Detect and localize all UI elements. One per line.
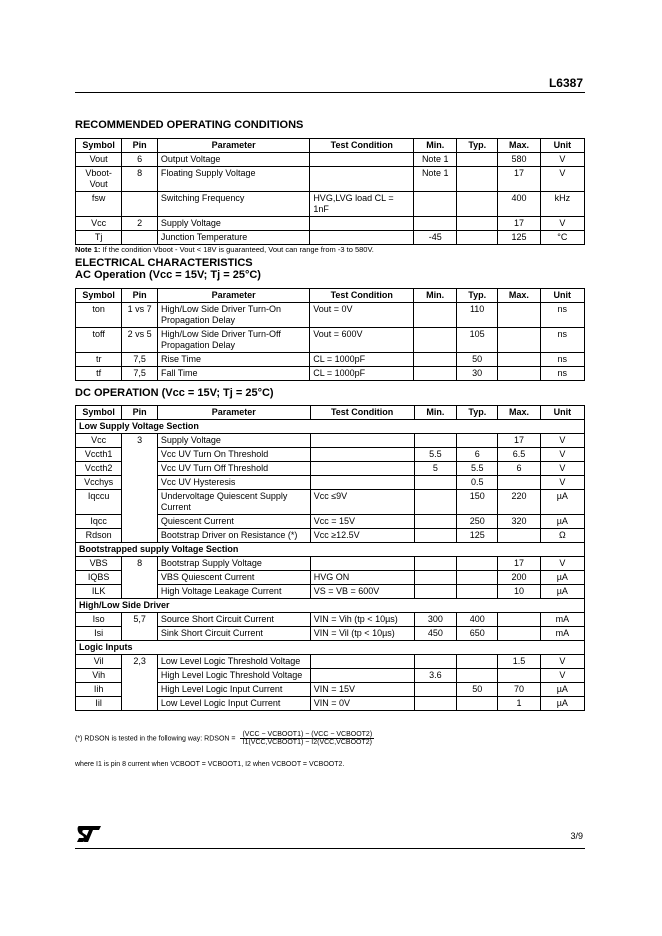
- parameter-cell: Rise Time: [157, 353, 309, 367]
- max-cell: [498, 529, 540, 543]
- parameter-cell: Switching Frequency: [157, 192, 309, 217]
- unit-cell: V: [540, 448, 584, 462]
- table-row: [76, 192, 585, 217]
- group-title: High/Low Side Driver: [76, 599, 585, 613]
- symbol-cell: Iqccu: [76, 490, 122, 515]
- group-header-row: [76, 543, 585, 557]
- group-title: Bootstrapped supply Voltage Section: [76, 543, 585, 557]
- formula-numerator: (VCC − VCBOOT1) − (VCC − VCBOOT2): [242, 731, 373, 738]
- min-cell: [414, 585, 457, 599]
- condition-cell: [310, 153, 414, 167]
- symbol-cell: Iil: [76, 697, 122, 711]
- col-header: Unit: [540, 139, 584, 153]
- unit-cell: µA: [540, 585, 584, 599]
- col-header: Typ.: [457, 289, 498, 303]
- formula-prefix: (*) RDSON is tested in the following way: RDSON =: [75, 735, 236, 743]
- max-cell: [498, 476, 540, 490]
- group-title: Low Supply Voltage Section: [76, 420, 585, 434]
- col-header: Pin: [122, 289, 158, 303]
- max-cell: 125: [498, 231, 540, 245]
- typ-cell: [457, 557, 498, 571]
- typ-cell: 250: [457, 515, 498, 529]
- col-header: Typ.: [457, 406, 498, 420]
- max-cell: 200: [498, 571, 540, 585]
- unit-cell: Ω: [540, 529, 584, 543]
- col-header: Unit: [540, 406, 584, 420]
- max-cell: 6: [498, 462, 540, 476]
- parameter-cell: Quiescent Current: [157, 515, 310, 529]
- condition-cell: [310, 167, 414, 192]
- symbol-cell: Vil: [76, 655, 122, 669]
- max-cell: [498, 613, 540, 627]
- max-cell: [498, 303, 540, 328]
- col-header: Symbol: [76, 406, 122, 420]
- table-row: [76, 231, 585, 245]
- parameter-cell: Junction Temperature: [157, 231, 309, 245]
- formula-denominator: I1(VCC,VCBOOT1) − I2(VCC,VCBOOT2): [242, 739, 372, 746]
- min-cell: [414, 217, 457, 231]
- condition-cell: Vcc ≥12.5V: [310, 529, 414, 543]
- group-header-row: [76, 420, 585, 434]
- pin-cell: 6: [122, 153, 158, 167]
- recommended-table: [75, 138, 585, 245]
- min-cell: Note 1: [414, 153, 457, 167]
- typ-cell: [457, 655, 498, 669]
- table-row: [76, 303, 585, 328]
- recommended-title: RECOMMENDED OPERATING CONDITIONS: [75, 119, 304, 131]
- typ-cell: [457, 434, 498, 448]
- note-text: If the condition Vboot - Vout < 18V is guaranteed, Vout can range from -3 to 580V.: [100, 245, 374, 254]
- min-cell: [414, 571, 457, 585]
- max-cell: 1.5: [498, 655, 540, 669]
- min-cell: 300: [414, 613, 457, 627]
- symbol-cell: Vcc: [76, 217, 122, 231]
- table-row: [76, 153, 585, 167]
- condition-cell: Vout = 600V: [310, 328, 414, 353]
- pin-cell: 8: [122, 167, 158, 192]
- table-row: [76, 613, 585, 627]
- condition-cell: HVG,LVG load CL = 1nF: [310, 192, 414, 217]
- max-cell: 400: [498, 192, 540, 217]
- parameter-cell: Vcc UV Hysteresis: [157, 476, 310, 490]
- condition-cell: CL = 1000pF: [310, 353, 414, 367]
- st-logo: [76, 824, 102, 849]
- parameter-cell: High/Low Side Driver Turn-On Propagation Delay: [157, 303, 309, 328]
- col-header: Test Condition: [310, 406, 414, 420]
- typ-cell: 30: [457, 367, 498, 381]
- parameter-cell: Supply Voltage: [157, 217, 309, 231]
- parameter-cell: Output Voltage: [157, 153, 309, 167]
- rdson-formula: [75, 731, 374, 746]
- table-row: [76, 328, 585, 353]
- symbol-cell: Rdson: [76, 529, 122, 543]
- pin-cell: 2,3: [122, 655, 158, 711]
- min-cell: [414, 367, 457, 381]
- note-label: Note 1:: [75, 245, 101, 254]
- condition-cell: Vcc ≤9V: [310, 490, 414, 515]
- symbol-cell: Iso: [76, 613, 122, 627]
- min-cell: [414, 303, 457, 328]
- symbol-cell: ILK: [76, 585, 122, 599]
- unit-cell: ns: [540, 303, 584, 328]
- header-rule: [75, 92, 585, 93]
- max-cell: 17: [498, 557, 540, 571]
- formula-where: where I1 is pin 8 current when VCBOOT = VCBOOT1, I2 when VCBOOT = VCBOOT2.: [75, 761, 345, 768]
- min-cell: 5.5: [414, 448, 457, 462]
- min-cell: [414, 192, 457, 217]
- unit-cell: V: [540, 655, 584, 669]
- condition-cell: VIN = Vil (tp < 10µs): [310, 627, 414, 641]
- symbol-cell: Vboot-Vout: [76, 167, 122, 192]
- ac-table: [75, 288, 585, 381]
- max-cell: 320: [498, 515, 540, 529]
- min-cell: Note 1: [414, 167, 457, 192]
- unit-cell: µA: [540, 515, 584, 529]
- symbol-cell: fsw: [76, 192, 122, 217]
- condition-cell: [310, 434, 414, 448]
- min-cell: [414, 683, 457, 697]
- unit-cell: ns: [540, 353, 584, 367]
- symbol-cell: Vccth1: [76, 448, 122, 462]
- symbol-cell: Iqcc: [76, 515, 122, 529]
- parameter-cell: Vcc UV Turn On Threshold: [157, 448, 310, 462]
- unit-cell: V: [540, 217, 584, 231]
- condition-cell: [310, 655, 414, 669]
- min-cell: [414, 353, 457, 367]
- max-cell: [498, 367, 540, 381]
- symbol-cell: tf: [76, 367, 122, 381]
- unit-cell: µA: [540, 490, 584, 515]
- typ-cell: 6: [457, 448, 498, 462]
- pin-cell: 8: [122, 557, 158, 599]
- unit-cell: ns: [540, 328, 584, 353]
- symbol-cell: Vcchys: [76, 476, 122, 490]
- symbol-cell: Isi: [76, 627, 122, 641]
- typ-cell: 0.5: [457, 476, 498, 490]
- min-cell: 450: [414, 627, 457, 641]
- pin-cell: 7,5: [122, 367, 158, 381]
- unit-cell: V: [540, 557, 584, 571]
- min-cell: [414, 557, 457, 571]
- parameter-cell: Bootstrap Driver on Resistance (*): [157, 529, 310, 543]
- unit-cell: ns: [540, 367, 584, 381]
- max-cell: [498, 328, 540, 353]
- typ-cell: [457, 167, 498, 192]
- min-cell: [414, 529, 457, 543]
- typ-cell: [457, 669, 498, 683]
- pin-cell: 3: [122, 434, 158, 543]
- parameter-cell: Low Level Logic Input Current: [157, 697, 310, 711]
- dc-title: DC OPERATION (Vcc = 15V; Tj = 25°C): [75, 387, 274, 399]
- col-header: Typ.: [457, 139, 498, 153]
- col-header: Min.: [414, 139, 457, 153]
- col-header: Max.: [498, 406, 540, 420]
- group-header-row: [76, 641, 585, 655]
- unit-cell: µA: [540, 571, 584, 585]
- max-cell: 1: [498, 697, 540, 711]
- parameter-cell: High Voltage Leakage Current: [157, 585, 310, 599]
- parameter-cell: Sink Short Circuit Current: [157, 627, 310, 641]
- unit-cell: µA: [540, 697, 584, 711]
- col-header: Max.: [498, 289, 540, 303]
- symbol-cell: toff: [76, 328, 122, 353]
- pin-cell: 1 vs 7: [122, 303, 158, 328]
- condition-cell: [310, 231, 414, 245]
- symbol-cell: Vccth2: [76, 462, 122, 476]
- page-number: 3/9: [570, 831, 583, 841]
- note-1: [75, 245, 374, 254]
- max-cell: [498, 627, 540, 641]
- typ-cell: [457, 585, 498, 599]
- unit-cell: mA: [540, 627, 584, 641]
- parameter-cell: VBS Quiescent Current: [157, 571, 310, 585]
- symbol-cell: Vout: [76, 153, 122, 167]
- col-header: Min.: [414, 406, 457, 420]
- parameter-cell: Supply Voltage: [157, 434, 310, 448]
- unit-cell: µA: [540, 683, 584, 697]
- col-header: Parameter: [157, 139, 309, 153]
- condition-cell: CL = 1000pF: [310, 367, 414, 381]
- min-cell: [414, 476, 457, 490]
- col-header: Min.: [414, 289, 457, 303]
- typ-cell: [457, 231, 498, 245]
- ac-title: AC Operation (Vcc = 15V; Tj = 25°C): [75, 269, 261, 281]
- pin-cell: [122, 231, 158, 245]
- min-cell: [414, 434, 457, 448]
- col-header: Symbol: [76, 289, 122, 303]
- pin-cell: 2 vs 5: [122, 328, 158, 353]
- typ-cell: 5.5: [457, 462, 498, 476]
- typ-cell: 125: [457, 529, 498, 543]
- max-cell: 70: [498, 683, 540, 697]
- unit-cell: kHz: [540, 192, 584, 217]
- symbol-cell: Iih: [76, 683, 122, 697]
- col-header: Test Condition: [310, 139, 414, 153]
- typ-cell: 150: [457, 490, 498, 515]
- max-cell: 17: [498, 167, 540, 192]
- parameter-cell: High Level Logic Threshold Voltage: [157, 669, 310, 683]
- table-row: [76, 167, 585, 192]
- symbol-cell: Vcc: [76, 434, 122, 448]
- group-header-row: [76, 599, 585, 613]
- condition-cell: VIN = 15V: [310, 683, 414, 697]
- min-cell: -45: [414, 231, 457, 245]
- condition-cell: [310, 669, 414, 683]
- condition-cell: VIN = 0V: [310, 697, 414, 711]
- unit-cell: mA: [540, 613, 584, 627]
- min-cell: [414, 697, 457, 711]
- typ-cell: 105: [457, 328, 498, 353]
- typ-cell: 400: [457, 613, 498, 627]
- parameter-cell: Floating Supply Voltage: [157, 167, 309, 192]
- condition-cell: [310, 476, 414, 490]
- pin-cell: 2: [122, 217, 158, 231]
- unit-cell: V: [540, 462, 584, 476]
- symbol-cell: ton: [76, 303, 122, 328]
- electrical-title: ELECTRICAL CHARACTERISTICS: [75, 257, 253, 269]
- table-row: [76, 353, 585, 367]
- symbol-cell: Tj: [76, 231, 122, 245]
- unit-cell: V: [540, 167, 584, 192]
- min-cell: [414, 655, 457, 669]
- part-number: L6387: [548, 76, 583, 90]
- typ-cell: [457, 192, 498, 217]
- min-cell: [414, 328, 457, 353]
- parameter-cell: Undervoltage Quiescent Supply Current: [157, 490, 310, 515]
- typ-cell: 50: [457, 683, 498, 697]
- max-cell: [498, 353, 540, 367]
- max-cell: [498, 669, 540, 683]
- condition-cell: [310, 448, 414, 462]
- typ-cell: [457, 153, 498, 167]
- col-header: Max.: [498, 139, 540, 153]
- max-cell: 10: [498, 585, 540, 599]
- col-header: Parameter: [157, 406, 310, 420]
- typ-cell: [457, 697, 498, 711]
- parameter-cell: Bootstrap Supply Voltage: [157, 557, 310, 571]
- col-header: Unit: [540, 289, 584, 303]
- unit-cell: V: [540, 476, 584, 490]
- table-row: [76, 655, 585, 669]
- typ-cell: 50: [457, 353, 498, 367]
- table-row: [76, 217, 585, 231]
- footer-rule: [75, 848, 585, 849]
- condition-cell: VS = VB = 600V: [310, 585, 414, 599]
- unit-cell: V: [540, 669, 584, 683]
- col-header: Pin: [122, 406, 158, 420]
- pin-cell: 7,5: [122, 353, 158, 367]
- parameter-cell: High Level Logic Input Current: [157, 683, 310, 697]
- table-row: [76, 367, 585, 381]
- condition-cell: [310, 557, 414, 571]
- dc-table: [75, 405, 585, 711]
- typ-cell: [457, 571, 498, 585]
- max-cell: 6.5: [498, 448, 540, 462]
- condition-cell: Vout = 0V: [310, 303, 414, 328]
- min-cell: 3.6: [414, 669, 457, 683]
- min-cell: 5: [414, 462, 457, 476]
- col-header: Parameter: [157, 289, 309, 303]
- typ-cell: 110: [457, 303, 498, 328]
- max-cell: 580: [498, 153, 540, 167]
- symbol-cell: tr: [76, 353, 122, 367]
- pin-cell: [122, 192, 158, 217]
- symbol-cell: VBS: [76, 557, 122, 571]
- group-title: Logic Inputs: [76, 641, 585, 655]
- min-cell: [414, 515, 457, 529]
- parameter-cell: Vcc UV Turn Off Threshold: [157, 462, 310, 476]
- min-cell: [414, 490, 457, 515]
- pin-cell: 5,7: [122, 613, 158, 641]
- parameter-cell: Fall Time: [157, 367, 309, 381]
- symbol-cell: IQBS: [76, 571, 122, 585]
- col-header: Pin: [122, 139, 158, 153]
- table-row: [76, 434, 585, 448]
- symbol-cell: Vih: [76, 669, 122, 683]
- max-cell: 220: [498, 490, 540, 515]
- typ-cell: [457, 217, 498, 231]
- parameter-cell: Low Level Logic Threshold Voltage: [157, 655, 310, 669]
- unit-cell: °C: [540, 231, 584, 245]
- typ-cell: 650: [457, 627, 498, 641]
- parameter-cell: High/Low Side Driver Turn-Off Propagation Delay: [157, 328, 309, 353]
- col-header: Symbol: [76, 139, 122, 153]
- max-cell: 17: [498, 434, 540, 448]
- col-header: Test Condition: [310, 289, 414, 303]
- condition-cell: VIN = Vih (tp < 10µs): [310, 613, 414, 627]
- st-logo-icon: [76, 824, 102, 844]
- unit-cell: V: [540, 434, 584, 448]
- condition-cell: Vcc = 15V: [310, 515, 414, 529]
- unit-cell: V: [540, 153, 584, 167]
- max-cell: 17: [498, 217, 540, 231]
- condition-cell: [310, 217, 414, 231]
- condition-cell: [310, 462, 414, 476]
- parameter-cell: Source Short Circuit Current: [157, 613, 310, 627]
- formula-fraction: [240, 731, 374, 746]
- table-row: [76, 557, 585, 571]
- condition-cell: HVG ON: [310, 571, 414, 585]
